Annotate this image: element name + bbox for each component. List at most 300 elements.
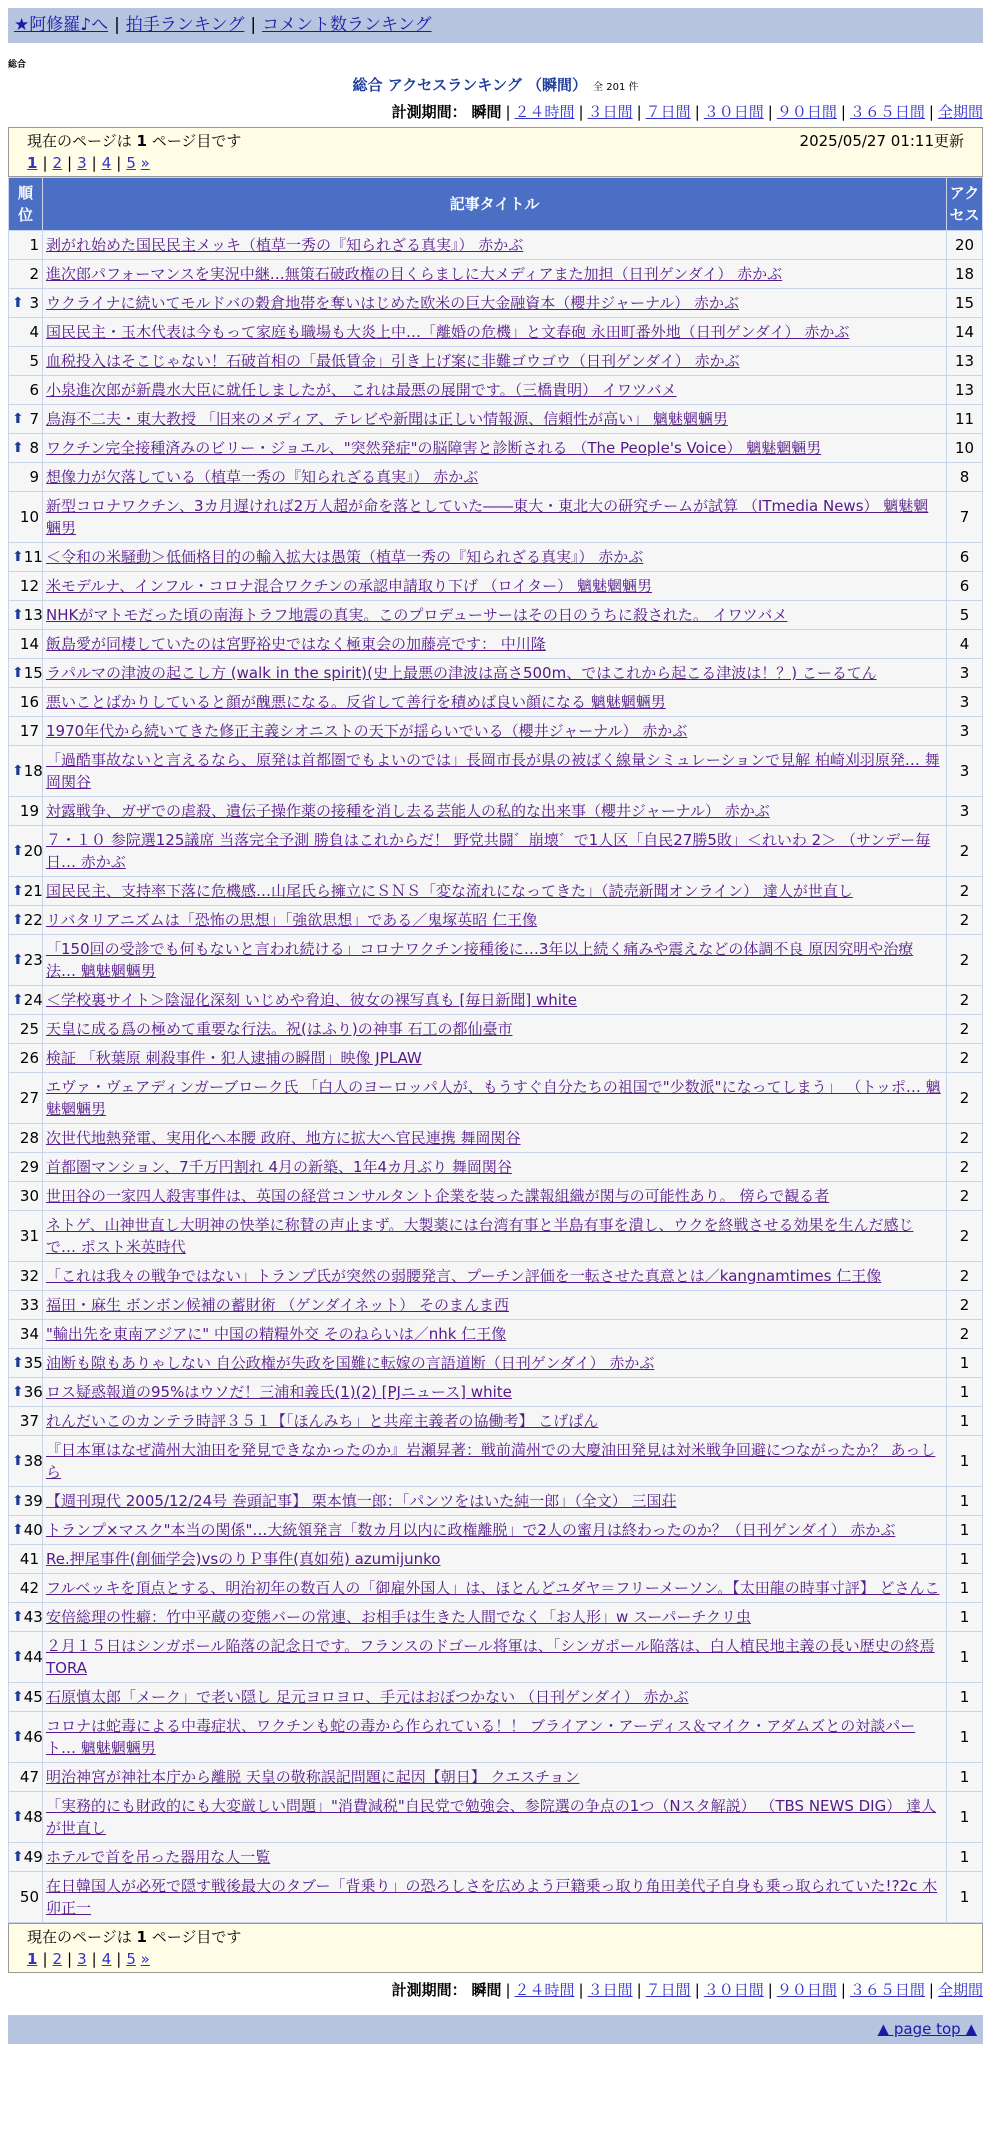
access-count: 3 — [947, 717, 983, 746]
period-label: 計測期間： — [391, 1981, 467, 1999]
rank-number: 33 — [19, 1296, 39, 1314]
category-label: 総合 — [8, 60, 27, 70]
period-link[interactable]: ３０日間 — [703, 1981, 764, 1999]
title-cell — [43, 1712, 947, 1763]
article-title-link[interactable]: 国民民主・玉木代表は今もって家庭も職場も大炎上中…「離婚の危機」と文春砲 永田町番外地（日刊ゲンダイ） 赤かぶ — [46, 323, 850, 341]
table-row — [9, 906, 983, 935]
rank-number: 38 — [23, 1452, 43, 1470]
table-row — [9, 986, 983, 1015]
title-cell — [43, 1349, 947, 1378]
title-cell — [43, 376, 947, 405]
article-title-link[interactable]: れんだいこのカンテラ時評３５１【「ほんみち」と共産主義者の協働考】 こげぱん — [46, 1412, 599, 1430]
table-row — [9, 1872, 983, 1923]
access-count: 2 — [947, 1262, 983, 1291]
title-cell — [43, 1683, 947, 1712]
access-count: 3 — [947, 797, 983, 826]
rank-cell — [9, 935, 43, 986]
page-info-bottom — [8, 1923, 983, 1973]
rank-cell — [9, 688, 43, 717]
title-cell — [43, 1407, 947, 1436]
separator: | — [42, 154, 48, 172]
rank-cell — [9, 1291, 43, 1320]
title-cell — [43, 630, 947, 659]
title-cell — [43, 543, 947, 572]
rank-cell — [9, 986, 43, 1015]
rank-cell — [9, 1320, 43, 1349]
pager-page-link[interactable]: 4 — [101, 154, 112, 172]
access-count: 2 — [947, 1124, 983, 1153]
rank-number: 7 — [29, 410, 39, 428]
article-title-link[interactable]: ロス疑惑報道の95%はウソだ！三浦和義氏(1)(2) [PJニュース] white — [46, 1383, 512, 1401]
period-link[interactable]: ２４時間 — [514, 103, 575, 121]
article-title-link[interactable]: 小泉進次郎が新農水大臣に就任しましたが、 これは最悪の展開です。（三橋貴明） イワツバメ — [46, 381, 677, 399]
table-row — [9, 376, 983, 405]
article-title-link[interactable]: 飯島愛が同棲していたのは宮野裕史ではなく極東会の加藤亮です： 中川隆 — [46, 635, 546, 653]
rank-number: 4 — [29, 323, 39, 341]
article-title-link[interactable]: ラパルマの津波の起こし方 (walk in the spirit)(史上最悪の津波は高さ500m、ではこれから起こる津波は！？) こーるてん — [46, 664, 877, 682]
rank-cell — [9, 1349, 43, 1378]
up-arrow-icon: ⬆ — [12, 1384, 24, 1400]
rank-cell — [9, 797, 43, 826]
article-title-link[interactable]: 想像力が欠落している（植草一秀の『知られざる真実』） 赤かぶ — [46, 468, 479, 486]
article-title-link[interactable]: NHKがマトモだった頃の南海トラフ地震の真実。このプロデューサーはその日のうちに殺された。 イワツバメ — [46, 606, 788, 624]
rank-number: 32 — [19, 1267, 39, 1285]
period-link[interactable]: ３６５日間 — [849, 103, 925, 121]
up-arrow-icon: ⬆ — [12, 295, 24, 311]
title-cell — [43, 1182, 947, 1211]
rank-number: 8 — [29, 439, 39, 457]
rank-cell — [9, 659, 43, 688]
up-arrow-icon: ⬆ — [12, 1609, 24, 1625]
access-count: 5 — [947, 601, 983, 630]
table-row — [9, 1487, 983, 1516]
rank-cell — [9, 347, 43, 376]
table-row — [9, 260, 983, 289]
access-count: 2 — [947, 1211, 983, 1262]
pager-page-link[interactable]: 2 — [52, 154, 63, 172]
access-count: 2 — [947, 877, 983, 906]
header-rank: 順位 — [9, 178, 43, 231]
article-title-link[interactable]: ネトゲ、山神世直し大明神の快挙に称賛の声止まず。大製薬には台湾有事と半島有事を潰し、ウクを終戦させる効果を生んだ感じで… ポスト米英時代 — [46, 1216, 914, 1256]
rank-cell — [9, 1872, 43, 1923]
page-status-bottom — [27, 1926, 241, 1948]
title-cell — [43, 688, 947, 717]
ranking-table-body — [9, 231, 983, 1923]
article-title-link[interactable]: 血税投入はそこじゃない！石破首相の「最低賃金」引き上げ案に非難ゴウゴウ（日刊ゲンダイ） 赤かぶ — [46, 352, 740, 370]
separator: | — [636, 1981, 642, 1999]
article-title-link[interactable]: 国民民主、支持率下落に危機感…山尾氏ら擁立にＳＮＳ「変な流れになってきた」（読売新聞オンライン） 達人が世直し — [46, 882, 853, 900]
table-row — [9, 1407, 983, 1436]
rank-number: 31 — [19, 1227, 39, 1245]
table-row — [9, 1291, 983, 1320]
article-title-link[interactable]: 『日本軍はなぜ満州大油田を発見できなかったのか』岩瀬昇著：戦前満州での大慶油田発見は対米戦争回避につながったか？ あっしら — [46, 1441, 936, 1481]
table-row — [9, 543, 983, 572]
page-top-link[interactable]: ▲ page top ▲ — [877, 2020, 977, 2038]
access-count: 20 — [947, 231, 983, 260]
rank-cell — [9, 405, 43, 434]
nav-claps-ranking-link[interactable]: 拍手ランキング — [125, 15, 245, 35]
access-count: 6 — [947, 572, 983, 601]
table-row — [9, 434, 983, 463]
article-title-link[interactable]: 油断も隙もありゃしない 自公政権が失政を国難に転嫁の言語道断（日刊ゲンダイ） 赤かぶ — [46, 1354, 655, 1372]
rank-cell — [9, 717, 43, 746]
period-links — [501, 1981, 983, 1999]
table-row — [9, 1262, 983, 1291]
rank-number: 50 — [19, 1888, 39, 1906]
pager-page-link[interactable]: 5 — [126, 1950, 136, 1968]
title-cell — [43, 717, 947, 746]
rank-number: 29 — [19, 1158, 39, 1176]
rank-number: 14 — [19, 635, 39, 653]
access-count: 2 — [947, 826, 983, 877]
article-title-link[interactable]: 1970年代から続いてきた修正主義シオニストの天下が揺らいでいる（櫻井ジャーナル） 赤かぶ — [46, 722, 688, 740]
rank-cell — [9, 543, 43, 572]
title-cell — [43, 1436, 947, 1487]
rank-cell — [9, 289, 43, 318]
article-title-link[interactable]: ホテルで首を吊った器用な人一覧 — [46, 1848, 271, 1866]
article-title-link[interactable]: 「過酷事故ないと言えるなら、原発は首都圏でもよいのでは」長岡市長が県の被ばく線量シミュレーションで見解 柏崎刈羽原発… 舞岡関谷 — [46, 751, 940, 791]
pager-current-page[interactable] — [27, 1950, 37, 1968]
footer-bar — [8, 2015, 983, 2044]
rank-cell — [9, 1124, 43, 1153]
table-row — [9, 688, 983, 717]
access-count: 1 — [947, 1843, 983, 1872]
rank-number: 40 — [23, 1521, 43, 1539]
rank-number: 19 — [19, 802, 39, 820]
table-row — [9, 877, 983, 906]
page-status-number: 1 — [136, 132, 147, 150]
pager-current-label: 1 — [27, 1950, 38, 1968]
title-cell — [43, 797, 947, 826]
article-title-link[interactable]: 鳥海不二夫・東大教授 「旧来のメディア、テレビや新聞は正しい情報源、信頼性が高い」 魑魅魍魎男 — [46, 410, 728, 428]
title-cell — [43, 1632, 947, 1683]
table-row — [9, 289, 983, 318]
article-title-link[interactable]: ＜学校裏サイト＞陰湿化深刻 いじめや脅迫、彼女の裸写真も [毎日新聞] white — [46, 991, 578, 1009]
article-title-link[interactable]: Re.押尾事件(創価学会)vsのりＰ事件(真如苑) azumijunko — [46, 1550, 441, 1568]
article-title-link[interactable]: 【週刊現代 2005/12/24号 巻頭記事】 栗本慎一郎：「パンツをはいた純一郎」（全文） 三国荘 — [46, 1492, 677, 1510]
period-link[interactable]: ９０日間 — [776, 1981, 837, 1999]
article-title-link[interactable]: コロナは蛇毒による中毒症状、ワクチンも蛇の毒から作られている！！ ブライアン・アーディス＆マイク・アダムズとの対談パート… 魑魅魍魎男 — [46, 1717, 916, 1757]
article-title-link[interactable]: 「150回の受診でも何もないと言われ続ける」コロナワクチン接種後に…3年以上続く痛みや震えなどの体調不良 原因究明や治療法… 魑魅魍魎男 — [46, 940, 914, 980]
page-status-prefix: 現在のページは — [27, 132, 132, 150]
access-count: 1 — [947, 1378, 983, 1407]
access-count: 13 — [947, 347, 983, 376]
table-row — [9, 1603, 983, 1632]
up-arrow-icon: ⬆ — [12, 1809, 24, 1825]
rank-number: 28 — [19, 1129, 39, 1147]
access-count: 1 — [947, 1436, 983, 1487]
access-count: 7 — [947, 492, 983, 543]
title-cell — [43, 1603, 947, 1632]
top-nav: ★阿修羅♪へ | 拍手ランキング | コメント数ランキング — [8, 8, 983, 43]
access-count: 1 — [947, 1545, 983, 1574]
up-arrow-icon: ⬆ — [12, 912, 24, 928]
page-status-suffix: ページ目です — [151, 1928, 242, 1946]
rank-cell — [9, 1378, 43, 1407]
pager-top — [27, 152, 964, 174]
article-title-link[interactable]: ２月１５日はシンガポール陥落の記念日です。フランスのドゴール将軍は、「シンガポール陥落は、白人植民地主義の長い歴史の終焉 TORA — [46, 1637, 935, 1677]
up-arrow-icon: ⬆ — [12, 763, 24, 779]
pager-page-link[interactable]: 4 — [101, 1950, 112, 1968]
table-row — [9, 1378, 983, 1407]
table-row — [9, 1763, 983, 1792]
rank-cell — [9, 318, 43, 347]
pager-page-link[interactable]: 3 — [77, 154, 87, 172]
title-cell — [43, 877, 947, 906]
period-link[interactable]: ３６５日間 — [849, 1981, 925, 1999]
article-title-link[interactable]: 剥がれ始めた国民民主メッキ（植草一秀の『知られざる真実』） 赤かぶ — [46, 236, 524, 254]
page-title-text: 総合 アクセスランキング （瞬間） — [352, 76, 588, 94]
access-count: 2 — [947, 1015, 983, 1044]
up-arrow-icon: ⬆ — [12, 549, 24, 565]
separator: | — [91, 154, 97, 172]
article-title-link[interactable]: ７・１０ 参院選125議席 当落完全予測 勝負はこれからだ！ 野党共闘゛崩壊゛で1人区「自民27勝5敗」＜れいわ 2＞ （サンデー毎日… 赤かぶ — [46, 831, 931, 871]
access-count: 1 — [947, 1763, 983, 1792]
nav-home-link[interactable]: ★阿修羅♪へ — [14, 15, 109, 35]
article-title-link[interactable]: 新型コロナワクチン、3カ月遅ければ2万人超が命を落としていた――東大・東北大の研究チームが試算 （ITmedia News） 魑魅魍魎男 — [46, 497, 929, 537]
access-count: 15 — [947, 289, 983, 318]
title-cell — [43, 1291, 947, 1320]
table-row — [9, 1574, 983, 1603]
article-title-link[interactable]: 進次郎パフォーマンスを実況中継…無策石破政権の目くらましに大メディアまた加担（日刊ゲンダイ） 赤かぶ — [46, 265, 783, 283]
article-title-link[interactable]: エヴァ・ヴェアディンガーブローク氏 「白人のヨーロッパ人が、もうすぐ自分たちの祖国で"少数派"になってしまう」 （トッポ… 魑魅魍魎男 — [46, 1078, 941, 1118]
title-cell — [43, 935, 947, 986]
title-cell — [43, 289, 947, 318]
title-cell — [43, 231, 947, 260]
up-arrow-icon: ⬆ — [12, 1355, 24, 1371]
separator: | — [840, 1981, 846, 1999]
table-row — [9, 1044, 983, 1073]
table-row — [9, 1683, 983, 1712]
access-count: 8 — [947, 463, 983, 492]
pager-current-page[interactable] — [27, 154, 37, 172]
access-count: 1 — [947, 1516, 983, 1545]
article-title-link[interactable]: 次世代地熱発電、実用化へ本腰 政府、地方に拡大へ官民連携 舞岡関谷 — [46, 1129, 521, 1147]
rank-number: 21 — [23, 882, 43, 900]
access-count: 2 — [947, 1182, 983, 1211]
rank-number: 37 — [19, 1412, 39, 1430]
up-arrow-icon: ⬆ — [12, 665, 24, 681]
title-cell — [43, 1545, 947, 1574]
title-cell — [43, 492, 947, 543]
rank-number: 1 — [29, 236, 39, 254]
access-count: 1 — [947, 1872, 983, 1923]
rank-cell — [9, 434, 43, 463]
rank-number: 36 — [23, 1383, 43, 1401]
article-title-link[interactable]: 在日韓国人が必死で隠す戦後最大のタブー「背乗り」の恐ろしさを広めよう戸籍乗っ取り角田美代子自身も乗っ取られていた!?2c 木卯正一 — [46, 1877, 938, 1917]
table-row — [9, 572, 983, 601]
pager-page-link[interactable]: 5 — [126, 154, 136, 172]
rank-cell — [9, 1153, 43, 1182]
up-arrow-icon: ⬆ — [12, 411, 24, 427]
article-title-link[interactable]: ＜令和の米騒動＞低価格目的の輸入拡大は愚策（植草一秀の『知られざる真実』） 赤かぶ — [46, 548, 644, 566]
article-title-link[interactable]: "輸出先を東南アジアに" 中国の精糧外交 そのねらいは／nhk 仁王像 — [46, 1325, 507, 1343]
access-count: 11 — [947, 405, 983, 434]
pager-next-link[interactable]: » — [140, 1950, 150, 1968]
access-count: 1 — [947, 1683, 983, 1712]
title-cell — [43, 347, 947, 376]
pager-page-link[interactable]: 3 — [77, 1950, 87, 1968]
title-cell — [43, 260, 947, 289]
period-current: 瞬間 — [471, 103, 502, 121]
title-cell — [43, 1763, 947, 1792]
rank-number: 43 — [23, 1608, 43, 1626]
table-row — [9, 463, 983, 492]
period-link[interactable]: ３日間 — [587, 103, 633, 121]
table-row — [9, 1124, 983, 1153]
separator: | — [694, 1981, 700, 1999]
title-cell — [43, 1320, 947, 1349]
period-selector-top — [0, 101, 983, 123]
rank-number: 3 — [29, 294, 39, 312]
title-cell — [43, 1262, 947, 1291]
title-cell — [43, 826, 947, 877]
article-title-link[interactable]: トランプ×マスク"本当の関係"…大統領発言「数カ月以内に政権離脱」で2人の蜜月は終わったのか？（日刊ゲンダイ） 赤かぶ — [46, 1521, 896, 1539]
rank-cell — [9, 463, 43, 492]
access-count: 3 — [947, 688, 983, 717]
rank-cell — [9, 1211, 43, 1262]
table-row — [9, 1712, 983, 1763]
access-count: 6 — [947, 543, 983, 572]
rank-cell — [9, 1073, 43, 1124]
ranking-table — [8, 177, 983, 1923]
article-title-link[interactable]: ワクチン完全接種済みのビリー・ジョエル、"突然発症"の脳障害と診断される （The People's Voice） 魑魅魍魎男 — [46, 439, 822, 457]
rank-cell — [9, 1632, 43, 1683]
pager-current-label: 1 — [27, 154, 38, 172]
table-row — [9, 717, 983, 746]
rank-number: 34 — [19, 1325, 39, 1343]
rank-cell — [9, 1015, 43, 1044]
title-cell — [43, 1211, 947, 1262]
title-cell — [43, 1843, 947, 1872]
table-row — [9, 318, 983, 347]
page-status-suffix: ページ目です — [151, 132, 242, 150]
period-link[interactable]: 全期間 — [937, 103, 983, 121]
rank-number: 46 — [23, 1728, 43, 1746]
title-cell — [43, 1378, 947, 1407]
period-link[interactable]: ３０日間 — [703, 103, 764, 121]
access-count: 1 — [947, 1349, 983, 1378]
period-link[interactable]: ７日間 — [645, 103, 691, 121]
up-arrow-icon: ⬆ — [12, 1453, 24, 1469]
rank-cell — [9, 376, 43, 405]
rank-cell — [9, 630, 43, 659]
article-title-link[interactable]: 安倍総理の性癖：竹中平蔵の変態バーの常連、お相手は生きた人間でなく「お人形」w スーパーチクリ虫 — [46, 1608, 751, 1626]
up-arrow-icon: ⬆ — [12, 1689, 24, 1705]
rank-cell — [9, 877, 43, 906]
table-row — [9, 630, 983, 659]
separator: | — [116, 1950, 122, 1968]
period-link[interactable]: ７日間 — [645, 1981, 691, 1999]
period-link[interactable]: ３日間 — [587, 1981, 633, 1999]
up-arrow-icon: ⬆ — [12, 1729, 24, 1745]
title-cell — [43, 1124, 947, 1153]
access-count: 4 — [947, 630, 983, 659]
article-title-link[interactable]: 悪いことばかりしていると顔が醜悪になる。反省して善行を積めば良い顔になる 魑魅魍魎男 — [46, 693, 666, 711]
access-count: 18 — [947, 260, 983, 289]
article-title-link[interactable]: 首都圏マンション、7千万円割れ 4月の新築、1年4カ月ぶり 舞岡関谷 — [46, 1158, 512, 1176]
rank-cell — [9, 231, 43, 260]
rank-cell — [9, 572, 43, 601]
article-title-link[interactable]: 米モデルナ、インフル・コロナ混合ワクチンの承認申請取り下げ （ロイター） 魑魅魍魎男 — [46, 577, 652, 595]
table-row — [9, 1792, 983, 1843]
up-arrow-icon: ⬆ — [12, 843, 24, 859]
article-title-link[interactable]: 石原慎太郎「メーク」で老い隠し 足元ヨロヨロ、手元はおぼつかない （日刊ゲンダイ） 赤かぶ — [46, 1688, 689, 1706]
period-links — [501, 103, 983, 121]
rank-cell — [9, 1436, 43, 1487]
title-cell — [43, 1516, 947, 1545]
nav-comment-ranking-link[interactable]: コメント数ランキング — [262, 15, 432, 35]
period-link[interactable]: 全期間 — [937, 1981, 983, 1999]
title-cell — [43, 434, 947, 463]
pager-bottom — [27, 1948, 964, 1970]
article-title-link[interactable]: 明治神宮が神社本庁から離脱 天皇の敬称誤記問題に起因【朝日】 クエスチョン — [46, 1768, 580, 1786]
article-title-link[interactable]: 検証 「秋葉原 刺殺事件・犯人逮捕の瞬間」映像 JPLAW — [46, 1049, 422, 1067]
rank-cell — [9, 1603, 43, 1632]
rank-number: 16 — [19, 693, 39, 711]
rank-cell — [9, 1792, 43, 1843]
article-title-link[interactable]: 「これは我々の戦争ではない」トランプ氏が突然の弱腰発言、プーチン評価を一転させた真意とは／kangnamtimes 仁王像 — [46, 1267, 882, 1285]
article-title-link[interactable]: 天皇に成る爲の極めて重要な行法。祝(はふり)の神事 石工の都仙臺市 — [46, 1020, 513, 1038]
pager-page-link[interactable]: 2 — [52, 1950, 63, 1968]
rank-number: 26 — [19, 1049, 39, 1067]
article-title-link[interactable]: フルベッキを頂点とする、明治初年の数百人の「御雇外国人」は、ほとんどユダヤ＝フリーメーソン。【太田龍の時事寸評】 どさんこ — [46, 1579, 940, 1597]
rank-number: 42 — [19, 1579, 39, 1597]
period-label: 計測期間： — [391, 103, 467, 121]
title-cell — [43, 906, 947, 935]
access-count: 2 — [947, 935, 983, 986]
period-link[interactable]: ２４時間 — [514, 1981, 575, 1999]
table-row — [9, 1211, 983, 1262]
table-row — [9, 1632, 983, 1683]
pager-next-link[interactable]: » — [140, 154, 150, 172]
separator: | — [694, 103, 700, 121]
rank-number: 27 — [19, 1089, 39, 1107]
rank-cell — [9, 906, 43, 935]
rank-cell — [9, 1182, 43, 1211]
rank-cell — [9, 1545, 43, 1574]
up-arrow-icon: ⬆ — [12, 1849, 24, 1865]
table-row — [9, 659, 983, 688]
rank-cell — [9, 826, 43, 877]
title-cell — [43, 405, 947, 434]
page-info-top — [8, 127, 983, 177]
rank-cell — [9, 1683, 43, 1712]
table-row — [9, 405, 983, 434]
access-count: 2 — [947, 1320, 983, 1349]
article-title-link[interactable]: 対露戦争、ガザでの虐殺、遺伝子操作薬の接種を消し去る芸能人の私的な出来事（櫻井ジャーナル） 赤かぶ — [46, 802, 770, 820]
table-row — [9, 1320, 983, 1349]
up-arrow-icon: ⬆ — [12, 440, 24, 456]
article-title-link[interactable]: 福田・麻生 ボンボン候補の蓄財術 （ゲンダイネット） そのまんま西 — [46, 1296, 509, 1314]
period-link[interactable]: ９０日間 — [776, 103, 837, 121]
access-count: 1 — [947, 1574, 983, 1603]
article-title-link[interactable]: 「実務的にも財政的にも大変厳しい問題」"消費減税"自民党で勉強会、参院選の争点の1つ（Nスタ解説） （TBS NEWS DIG） 達人が世直し — [46, 1797, 937, 1837]
access-count: 10 — [947, 434, 983, 463]
access-count: 1 — [947, 1792, 983, 1843]
title-cell — [43, 1153, 947, 1182]
rank-number: 49 — [23, 1848, 43, 1866]
title-cell — [43, 1792, 947, 1843]
rank-number: 6 — [29, 381, 39, 399]
rank-cell — [9, 746, 43, 797]
rank-number: 39 — [23, 1492, 43, 1510]
article-title-link[interactable]: 世田谷の一家四人殺害事件は、英国の経営コンサルタント企業を装った諜報組織が関与の可能性あり。 傍らで観る者 — [46, 1187, 830, 1205]
title-cell — [43, 746, 947, 797]
article-title-link[interactable]: リバタリアニズムは「恐怖の思想」「強欲思想」である／鬼塚英昭 仁王像 — [46, 911, 538, 929]
rank-cell — [9, 1262, 43, 1291]
article-title-link[interactable]: ウクライナに続いてモルドバの穀倉地帯を奪いはじめた欧米の巨大金融資本（櫻井ジャーナル） 赤かぶ — [46, 294, 739, 312]
